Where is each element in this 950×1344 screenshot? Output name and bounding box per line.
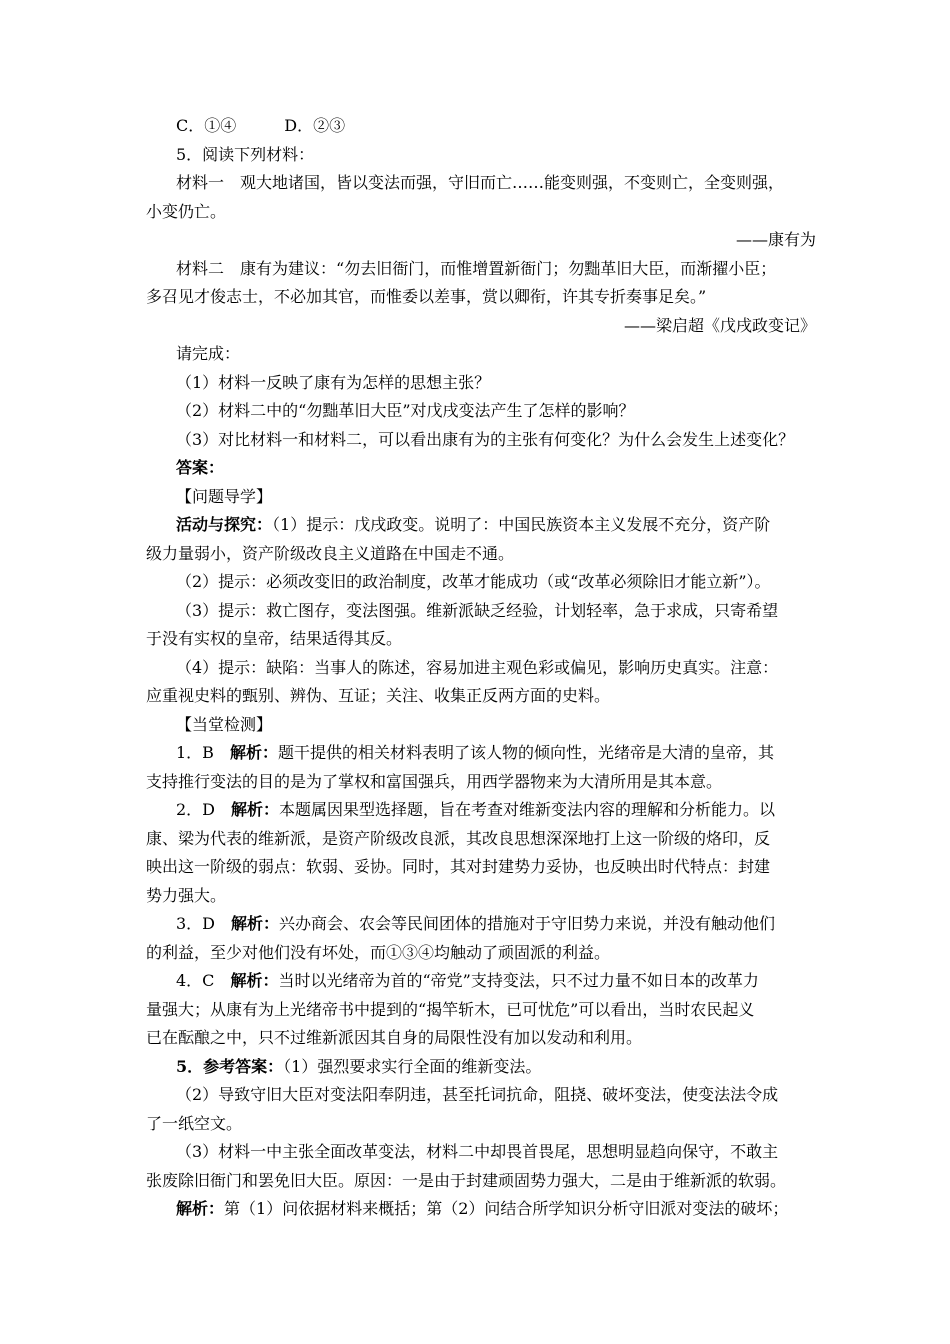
answer-5-part2-line1: （2）导致守旧大臣对变法阳奉阴违，甚至托词抗命，阻挠、破坏变法，使变法法令成	[176, 1085, 779, 1104]
answer-5-line1	[146, 1053, 816, 1082]
material1-line1	[146, 169, 816, 198]
material2-line1	[146, 255, 816, 284]
answer-2-text: 本题属因果型选择题，旨在考查对维新变法内容的理解和分析能力。以	[279, 800, 776, 819]
answer-4-line3: 已在酝酿之中，只不过维新派因其自身的局限性没有加以发动和利用。	[146, 1028, 643, 1047]
option-c: C．①④	[176, 116, 237, 135]
answer-5-part2-line2: 了一纸空文。	[146, 1113, 243, 1133]
document-page	[146, 112, 816, 1224]
analysis-label: 解析：	[231, 914, 280, 933]
activity-label: 活动与探究：	[176, 515, 273, 534]
section-dangtang-jiance: 【当堂检测】	[176, 714, 273, 734]
material2-text: 康有为建议：“勿去旧衙门，而惟增置新衙门；勿黜革旧大臣，而渐擢小臣；	[240, 258, 777, 278]
analysis-label: 解析：	[230, 971, 279, 990]
analysis-label: 解析：	[176, 1199, 225, 1218]
answer-2-number: 2．D	[176, 800, 216, 819]
material2-line2: 多召见才俊志士，不必加其官，而惟委以差事，赏以卿衔，许其专折奏事足矣。”	[146, 287, 707, 306]
material1-line2: 小变仍亡。	[146, 201, 227, 221]
answer-5-analysis-text: 第（1）问依据材料来概括；第（2）问结合所学知识分析守旧派对变法的破坏；	[224, 1199, 789, 1218]
answer-3-line2: 的利益，至少对他们没有坏处，而①③④均触动了顽固派的利益。	[146, 942, 611, 962]
material1-text: 观大地诸国，皆以变法而强，守旧而亡……能变则强，不变则亡，全变则强，	[240, 173, 785, 192]
material2-source: ——梁启超《戊戌政变记》	[623, 315, 816, 335]
answer-3-text: 兴办商会、农会等民间团体的措施对于守旧势力来说，并没有触动他们	[279, 914, 776, 933]
option-d: D．②③	[284, 116, 346, 135]
material1-source: ——康有为	[735, 230, 816, 249]
answer-3-line1	[146, 910, 816, 939]
answer-2-line2: 康、梁为代表的维新派，是资产阶级改良派，其改良思想深深地打上这一阶级的烙印，反	[146, 828, 771, 848]
answer-4-number: 4．C	[176, 971, 215, 990]
activity-1-text: （1）提示：戊戌政变。说明了：中国民族资本主义发展不充分，资产阶	[272, 515, 771, 534]
section-wenti-daoxue: 【问题导学】	[176, 486, 273, 506]
activity-4-line2: 应重视史料的甄别、辨伪、互证；关注、收集正反两方面的史料。	[146, 686, 611, 705]
q5-stem: 5．阅读下列材料：	[176, 144, 315, 164]
answer-4-line2: 量强大；从康有为上光绪帝书中提到的“揭竿斩木，已可忧危”可以看出，当时农民起义	[146, 999, 755, 1019]
answer-1-line2: 支持推行变法的目的是为了掌权和富国强兵，用西学器物来为大清所用是其本意。	[146, 771, 723, 791]
answer-2-line1	[146, 796, 816, 825]
analysis-label: 解析：	[229, 743, 278, 762]
activity-1-line1	[146, 511, 816, 540]
q5-question-1: （1）材料一反映了康有为怎样的思想主张？	[176, 372, 491, 392]
answer-5-part3-line1: （3）材料一中主张全面改革变法，材料二中却畏首畏尾，思想明显趋向保守，不敢主	[176, 1142, 779, 1161]
answer-3-number: 3．D	[176, 914, 216, 933]
activity-3-line2: 于没有实权的皇帝，结果适得其反。	[146, 629, 403, 648]
q5-prompt: 请完成：	[176, 344, 241, 363]
answer-1-text: 题干提供的相关材料表明了该人物的倾向性，光绪帝是大清的皇帝，其	[277, 743, 774, 762]
material2-label: 材料二	[176, 258, 225, 278]
answer-5-part3-line2: 张废除旧衙门和罢免旧大臣。原因：一是由于封建顽固势力强大，二是由于维新派的软弱。	[146, 1170, 787, 1190]
q5-question-2: （2）材料二中的“勿黜革旧大臣”对戊戌变法产生了怎样的影响？	[176, 401, 635, 420]
answers-heading: 答案：	[176, 458, 225, 477]
activity-2: （2）提示：必须改变旧的政治制度，改革才能成功（或“改革必须除旧才能立新”）。	[176, 572, 771, 591]
answer-5-analysis	[146, 1195, 816, 1224]
answer-4-line1	[146, 967, 816, 996]
material1-label: 材料一	[176, 173, 225, 192]
answer-5-label: 5．参考答案：	[176, 1056, 284, 1076]
answer-4-text: 当时以光绪帝为首的“帝党”支持变法，只不过力量不如日本的改革力	[278, 971, 759, 990]
activity-3-line1: （3）提示：救亡图存，变法图强。维新派缺乏经验，计划轻率，急于求成，只寄希望	[176, 600, 779, 620]
answer-5-part1: （1）强烈要求实行全面的维新变法。	[283, 1056, 542, 1076]
answer-1-number: 1．B	[176, 743, 214, 762]
activity-4-line1: （4）提示：缺陷：当事人的陈述，容易加进主观色彩或偏见，影响历史真实。注意：	[176, 657, 779, 677]
q4-options	[146, 112, 816, 141]
activity-1-line2: 级力量弱小，资产阶级改良主义道路在中国走不通。	[146, 543, 515, 563]
q5-question-3: （3）对比材料一和材料二，可以看出康有为的主张有何变化？为什么会发生上述变化？	[176, 429, 795, 449]
answer-2-line3: 映出这一阶级的弱点：软弱、妥协。同时，其对封建势力妥协，也反映出时代特点：封建	[146, 857, 771, 876]
answer-1-line1	[146, 739, 816, 768]
analysis-label: 解析：	[231, 800, 280, 819]
answer-2-line4: 势力强大。	[146, 885, 227, 905]
